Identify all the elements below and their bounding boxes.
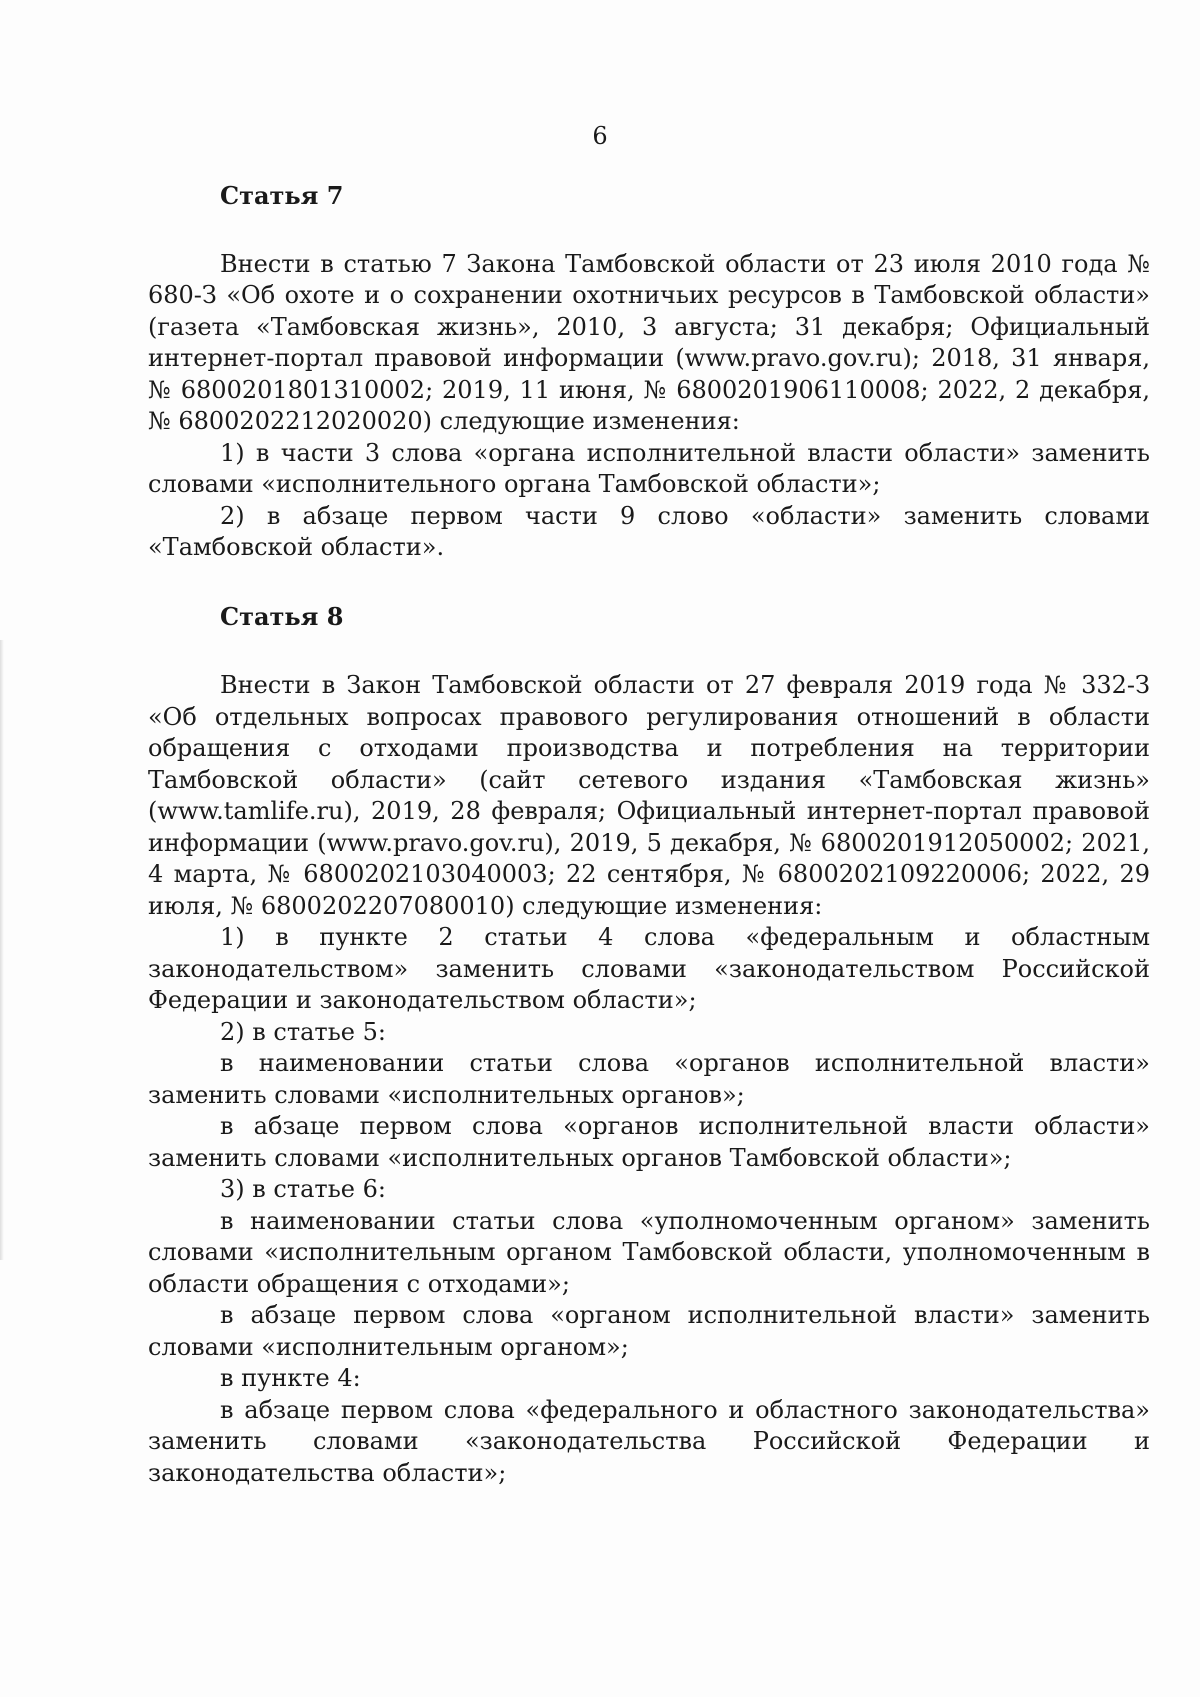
article-8-heading: Статья 8 bbox=[220, 601, 344, 631]
article-8-paragraph-sub: в абзаце первом слова «федерального и областного законодательства» заменить словами «законодательства Российской Федерации и законодательства области»; bbox=[148, 1395, 1150, 1487]
article-8-paragraph-item-1: 1) в пункте 2 статьи 4 слова «федеральным и областным законодательством» заменить словами «законодательством Российской Федерации и законодательством области»; bbox=[148, 923, 1150, 1014]
article-7-paragraph-intro: Внести в статью 7 Закона Тамбовской области от 23 июля 2010 года № 680-З «Об охоте и о сохранении охотничьих ресурсов в Тамбовской области» (газета «Тамбовская жизнь», 2010, 3 августа; 31 декабря; Официальный интернет-портал правовой информации (www.pravo.gov.ru); 2018, 31 января, № 6800201801310002; 2019, 11 июня, № 6800201906110008; 2022, 2 декабря, № 6800202212020020) следующие изменения: bbox=[148, 249, 1150, 435]
article-7-paragraph-item-2: 2) в абзаце первом части 9 слово «области» заменить словами «Тамбовской области». bbox=[148, 501, 1150, 561]
scan-edge-shadow bbox=[0, 640, 4, 1260]
article-7-heading: Статья 7 bbox=[220, 181, 344, 210]
article-8-paragraph-intro: Внести в Закон Тамбовской области от 27 февраля 2019 года № 332-З «Об отдельных вопросах правового регулирования отношений в области обращения с отходами производства и потребления на территории Тамбовской области» (сайт сетевого издания «Тамбовская жизнь» (www.tamlife.ru), 2019, 28 февраля; Официальный интернет-портал правовой информации (www.pravo.gov.ru), 2019, 5 декабря, № 6800201912050002; 2021, 4 марта, № 6800202103040003; 22 сентября, № 6800202109220006; 2022, 29 июля, № 6800202207080010) следующие изменения: bbox=[148, 671, 1150, 920]
article-8-paragraph-item-3: 3) в статье 6: bbox=[220, 1175, 386, 1203]
article-8-paragraph-sub: в пункте 4: bbox=[220, 1364, 361, 1392]
article-8-paragraph-sub: в абзаце первом слова «органов исполнительной власти области» заменить словами «исполнительных органов Тамбовской области»; bbox=[148, 1112, 1150, 1172]
article-8-paragraph-sub: в наименовании статьи слова «уполномоченным органом» заменить словами «исполнительным органом Тамбовской области, уполномоченным в области обращения с отходами»; bbox=[148, 1206, 1150, 1298]
article-8-paragraph-item-2: 2) в статье 5: bbox=[220, 1017, 386, 1046]
article-8-paragraph-sub: в абзаце первом слова «органом исполнительной власти» заменить словами «исполнительным органом»; bbox=[148, 1301, 1150, 1361]
article-7-paragraph-item-1: 1) в части 3 слова «органа исполнительной власти области» заменить словами «исполнительного органа Тамбовской области»; bbox=[148, 438, 1150, 498]
document-body bbox=[148, 180, 1150, 1489]
article-8-paragraph-sub: в наименовании статьи слова «органов исполнительной власти» заменить словами «исполнительных органов»; bbox=[148, 1049, 1150, 1109]
page-number: 6 bbox=[592, 122, 608, 150]
